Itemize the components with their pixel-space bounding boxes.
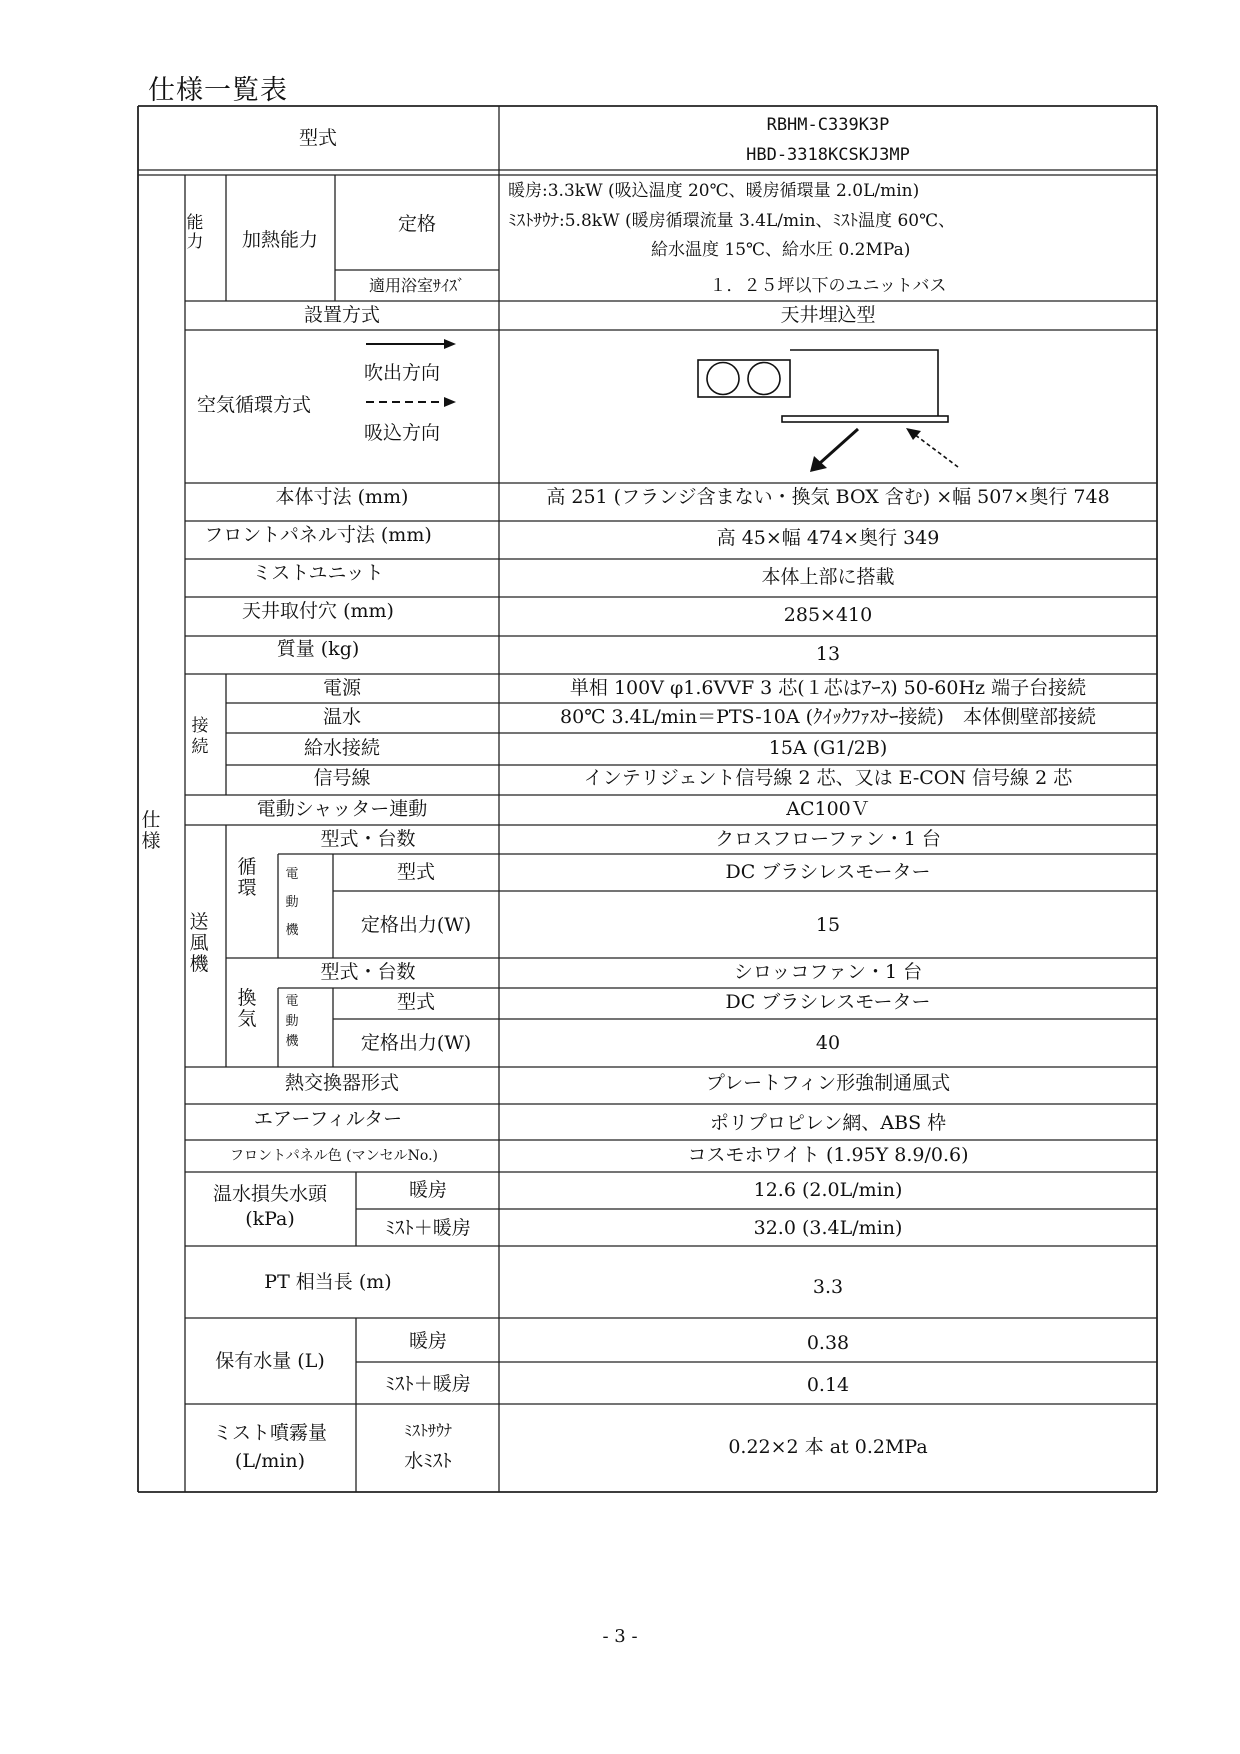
heating-capacity-label: 加熱能力 (241, 229, 319, 251)
fan-section-label: 送風機 (189, 911, 209, 975)
water-vol-heating-value: 0.38 (806, 1332, 850, 1354)
shutter-link-label: 電動シャッター連動 (256, 798, 428, 820)
model-label: 型式 (298, 127, 338, 149)
water-supply-label: 給水接続 (303, 737, 381, 759)
water-supply-value: 15A (G1/2B) (768, 737, 888, 759)
front-panel-color-label: フロントパネル色 (マンセルNo.) (230, 1148, 438, 1164)
air-filter-label: エアーフィルター (253, 1108, 403, 1130)
circ-rated-output-value: 15 (815, 914, 841, 936)
ceiling-hole-value: 285×410 (783, 604, 873, 626)
air-circulation-label: 空気循環方式 (197, 394, 312, 416)
head-loss-mist-value: 32.0 (3.4L/min) (753, 1217, 903, 1239)
model-value-2: HBD-3318KCSKJ3MP (746, 145, 910, 165)
vent-motor-model-label: 型式 (396, 991, 436, 1013)
rated-value-line1: 暖房:3.3kW (吸込温度 20℃、暖房循環量 2.0L/min) (508, 181, 920, 201)
water-vol-mist-value: 0.14 (806, 1374, 850, 1396)
body-dims-value: 高 251 (フランジ含まない・換気 BOX 含む) ×幅 507×奥行 748 (546, 486, 1110, 508)
model-value-1: RBHM-C339K3P (766, 115, 890, 135)
signal-line-value: インテリジェント信号線 2 芯、又は E-CON 信号線 2 芯 (583, 767, 1073, 789)
install-method-label: 設置方式 (303, 304, 381, 326)
signal-line-label: 信号線 (313, 767, 371, 789)
mist-spray-value: 0.22×2 本 at 0.2MPa (728, 1436, 928, 1458)
vent-model-count-value: シロッコファン・1 台 (733, 961, 923, 983)
rated-value-line3: 給水温度 15℃、給水圧 0.2MPa) (651, 240, 911, 260)
air-filter-value: ポリプロピレン網、ABS 枠 (709, 1112, 947, 1134)
vent-rated-output-label: 定格出力(W) (360, 1032, 472, 1054)
ventilation-motor-label: 電動機 (285, 994, 299, 1049)
circ-motor-model-label: 型式 (396, 861, 436, 883)
circulation-motor-label: 電動機 (285, 867, 299, 938)
page-title: 仕様一覧表 (148, 75, 288, 106)
heat-exchanger-value: プレートフィン形強制通風式 (705, 1072, 951, 1094)
power-value: 単相 100V φ1.6VVF 3 芯(１芯はｱｰｽ) 50-60Hz 端子台接続 (569, 677, 1087, 699)
water-mist-label: 水ﾐｽﾄ (404, 1450, 452, 1472)
head-loss-label-line1: 温水損失水頭 (212, 1183, 328, 1205)
capacity-section-label: 能力 (186, 213, 204, 252)
circ-motor-model-value: DC ブラシレスモーター (725, 861, 931, 883)
front-panel-dims-label: フロントパネル寸法 (mm) (204, 524, 432, 546)
head-loss-heating-value: 12.6 (2.0L/min) (753, 1179, 903, 1201)
rated-label: 定格 (397, 213, 437, 235)
mist-unit-label: ミストユニット (252, 562, 384, 584)
spec-section-label: 仕様 (141, 809, 161, 852)
circ-rated-output-label: 定格出力(W) (360, 914, 472, 936)
mist-spray-label-line1: ミスト噴霧量 (212, 1422, 328, 1444)
bathroom-size-label: 適用浴室ｻｲｽﾞ (368, 276, 466, 295)
water-volume-label: 保有水量 (L) (215, 1350, 325, 1372)
ventilation-label: 換気 (237, 987, 257, 1030)
air-circulation-diagram (690, 340, 970, 475)
ceiling-hole-label: 天井取付穴 (mm) (242, 600, 394, 622)
rated-value-line2: ﾐｽﾄｻｳﾅ:5.8kW (暖房循環流量 3.4L/min、ﾐｽﾄ温度 60℃、 (508, 211, 956, 231)
blow-direction-label: 吹出方向 (364, 362, 441, 384)
head-loss-label-line2: (kPa) (245, 1208, 295, 1230)
front-panel-color-value: コスモホワイト (1.95Y 8.9/0.6) (687, 1144, 969, 1166)
head-loss-heating-label: 暖房 (408, 1179, 448, 1201)
body-dims-label: 本体寸法 (mm) (275, 486, 409, 508)
head-loss-mist-label: ﾐｽﾄ＋暖房 (385, 1217, 471, 1239)
heat-exchanger-label: 熱交換器形式 (284, 1072, 400, 1094)
front-panel-dims-value: 高 45×幅 474×奥行 349 (716, 527, 940, 549)
hot-water-label: 温水 (322, 706, 362, 728)
vent-motor-model-value: DC ブラシレスモーター (725, 991, 931, 1013)
mass-label: 質量 (kg) (276, 638, 360, 660)
water-vol-heating-label: 暖房 (408, 1330, 448, 1352)
vent-rated-output-value: 40 (815, 1032, 841, 1054)
power-label: 電源 (322, 677, 362, 699)
water-vol-mist-label: ﾐｽﾄ＋暖房 (385, 1373, 471, 1395)
circulation-label: 循環 (237, 856, 257, 899)
bathroom-size-value: １．２５坪以下のユニットバス (709, 276, 947, 296)
install-method-value: 天井埋込型 (780, 304, 876, 326)
pt-length-value: 3.3 (812, 1276, 844, 1298)
mass-value: 13 (815, 643, 841, 665)
connection-section-label: 接続 (191, 716, 209, 757)
circ-model-count-value: クロスフローファン・1 台 (715, 828, 941, 850)
hot-water-value: 80℃ 3.4L/min＝PTS-10A (ｸｲｯｸﾌｧｽﾅｰ接続) 本体側壁部接続 (560, 706, 1096, 728)
mist-spray-label-line2: (L/min) (234, 1450, 306, 1472)
mist-unit-value: 本体上部に搭載 (761, 566, 895, 588)
vent-model-count-label: 型式・台数 (320, 961, 416, 983)
shutter-link-value: AC100Ｖ (786, 798, 870, 820)
mist-sauna-label: ﾐｽﾄｻｳﾅ (403, 1421, 453, 1440)
page-number: - 3 - (602, 1626, 638, 1647)
pt-length-label: PT 相当長 (m) (264, 1271, 392, 1293)
intake-direction-label: 吸込方向 (364, 422, 441, 444)
circ-model-count-label: 型式・台数 (320, 828, 416, 850)
